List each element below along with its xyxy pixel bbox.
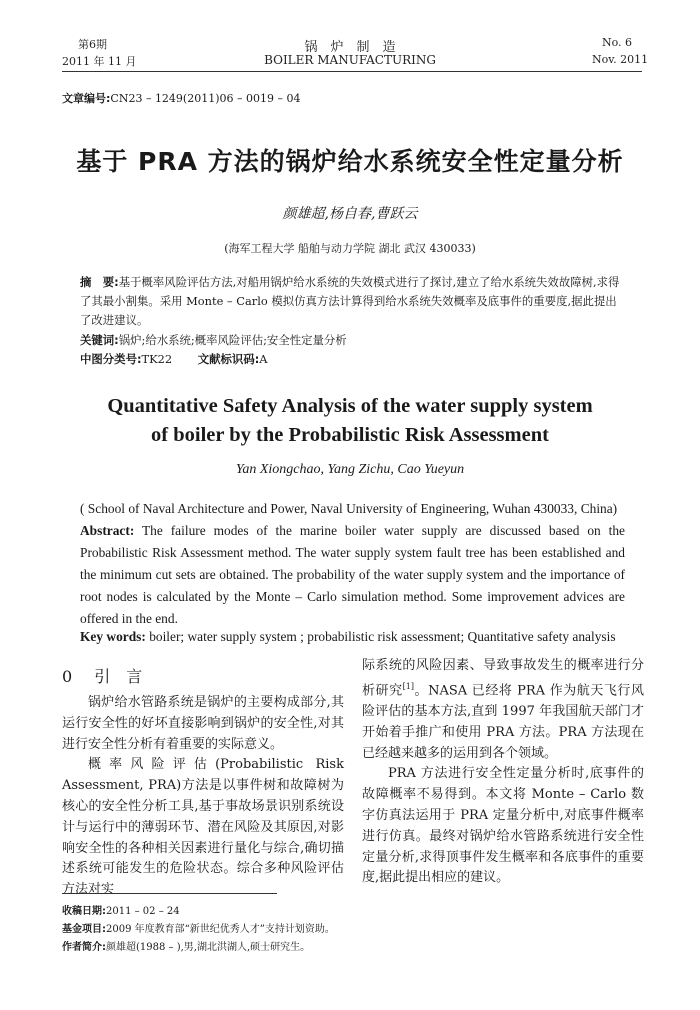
article-number-label: 文章编号:	[62, 92, 111, 105]
paragraph: PRA 方法进行安全性定量分析时,底事件的故障概率不易得到。本文将 Monte – Carlo 数字仿真法运用于 PRA 定量分析中,对底事件概率进行仿真。最终对锅炉给水管路系统进行安全性定量分析,求得顶事件发生概率和各底事件的重要度,据此提出相应的建议。	[362, 766, 644, 886]
paragraph	[362, 656, 644, 764]
section-heading	[62, 664, 142, 687]
abstract-cn	[80, 273, 625, 330]
footnote-text: 颜雄超(1988 – ),男,湖北洪湖人,硕士研究生。	[106, 942, 311, 953]
title-en-line1: Quantitative Safety Analysis of the water supply system	[107, 395, 593, 417]
keywords-en	[80, 626, 625, 648]
abstract-en	[80, 520, 625, 630]
doc-code-value: A	[259, 352, 268, 366]
abstract-cn-label: 摘 要:	[80, 275, 119, 289]
affiliation-en: ( School of Naval Architecture and Power, Naval University of Engineering, Wuhan 430033, China)	[80, 501, 618, 516]
header-issue-cn: 第6期	[78, 38, 107, 51]
page-title-cn: 基于 PRA 方法的锅炉给水系统安全性定量分析	[76, 147, 624, 176]
header-date-cn: 2011 年 11 月	[62, 55, 137, 68]
header-rule	[62, 71, 642, 72]
abstract-en-text: The failure modes of the marine boiler water supply are discussed based on the Probabilistic Risk Assessment method. The water supply system fault tree has been established and the minimum cut sets are obtained. The probability of the water supply system and the importance of root nodes is calculated by the Monte – Carlo simulation method. Some improvement advices are offered in the end.	[80, 523, 625, 626]
footnote-label: 作者简介:	[62, 942, 106, 953]
paragraph-text: 际系统的风险因素、导致事故发生的概率进行分析研究	[362, 658, 644, 699]
footnote-text: 2009 年度教育部“新世纪优秀人才”支持计划资助。	[106, 924, 335, 935]
header-issue-en: No. 6	[602, 36, 633, 49]
authors-en: Yan Xiongchao, Yang Zichu, Cao Yueyun	[235, 462, 465, 477]
keywords-en-label: Key words:	[80, 629, 146, 644]
class-value: TK22	[141, 352, 173, 366]
keywords-cn	[80, 331, 625, 350]
keywords-cn-label: 关键词:	[80, 333, 119, 347]
paragraph-text: 。NASA 已经将 PRA 作为航天飞行风险评估的基本方法,直到 1997 年我国航天部门才开始着手推广和使用 PRA 方法。PRA 方法现在已经越来越多的运用到各个领域。	[362, 683, 644, 761]
footnote-received	[62, 903, 642, 921]
affiliation-cn: (海军工程大学 船舶与动力学院 湖北 武汉 430033)	[224, 242, 476, 255]
class-label: 中图分类号:	[80, 352, 142, 366]
abstract-en-label: Abstract:	[80, 523, 135, 538]
footnote-fund	[62, 921, 642, 939]
classification-cn	[80, 350, 625, 369]
header-journal-cn: 锅 炉 制 造	[304, 40, 396, 55]
footnote-text: 2011 – 02 – 24	[106, 906, 180, 917]
paragraph: 锅炉给水管路系统是锅炉的主要构成部分,其运行安全性的好坏直接影响到锅炉的安全性,对其进行安全性分析有着重要的实际意义。	[62, 695, 344, 752]
header-date-en: Nov. 2011	[592, 53, 649, 66]
footnote-author	[62, 939, 642, 957]
abstract-cn-text: 基于概率风险评估方法,对船用锅炉给水系统的失效模式进行了探讨,建立了给水系统失效故障树,求得了其最小割集。采用 Monte – Carlo 模拟仿真方法计算得到给水系统失效概率及底事件的重要度,据此提出了改进建议。	[80, 275, 620, 327]
footnote-label: 基金项目:	[62, 924, 106, 935]
authors-cn: 颜雄超,杨自春,曹跃云	[282, 206, 418, 222]
title-en-line2: of boiler by the Probabilistic Risk Assessment	[151, 424, 549, 446]
section-title: 引 言	[94, 667, 143, 686]
page-title-en	[0, 392, 700, 450]
body-left-column	[62, 693, 344, 901]
paragraph: 概率风险评估(Probabilistic Risk Assessment, PRA)方法是以事件树和故障树为核心的安全性分析工具,基于事故场景识别系统设计与运行中的薄弱环节、潜在风险及其原因,对影响安全性的各种相关因素进行量化与综合,确切描述系统可能发生的危险状态。综合多种风险评估方法对实	[62, 757, 344, 898]
keywords-cn-text: 锅炉;给水系统;概率风险评估;安全性定量分析	[118, 333, 347, 347]
body-right-column	[362, 656, 644, 889]
doc-code-label: 文献标识码:	[197, 352, 260, 366]
section-number: 0	[62, 667, 73, 686]
article-number-value: CN23 – 1249(2011)06 – 0019 – 04	[110, 92, 301, 105]
citation-ref: [1]	[402, 681, 414, 691]
keywords-en-text: boiler; water supply system ; probabilistic risk assessment; Quantitative safety analysis	[145, 629, 616, 644]
footnote-label: 收稿日期:	[62, 906, 106, 917]
article-number	[62, 90, 300, 106]
header-journal-en: BOILER MANUFACTURING	[264, 53, 436, 67]
footnote-rule	[62, 893, 277, 894]
